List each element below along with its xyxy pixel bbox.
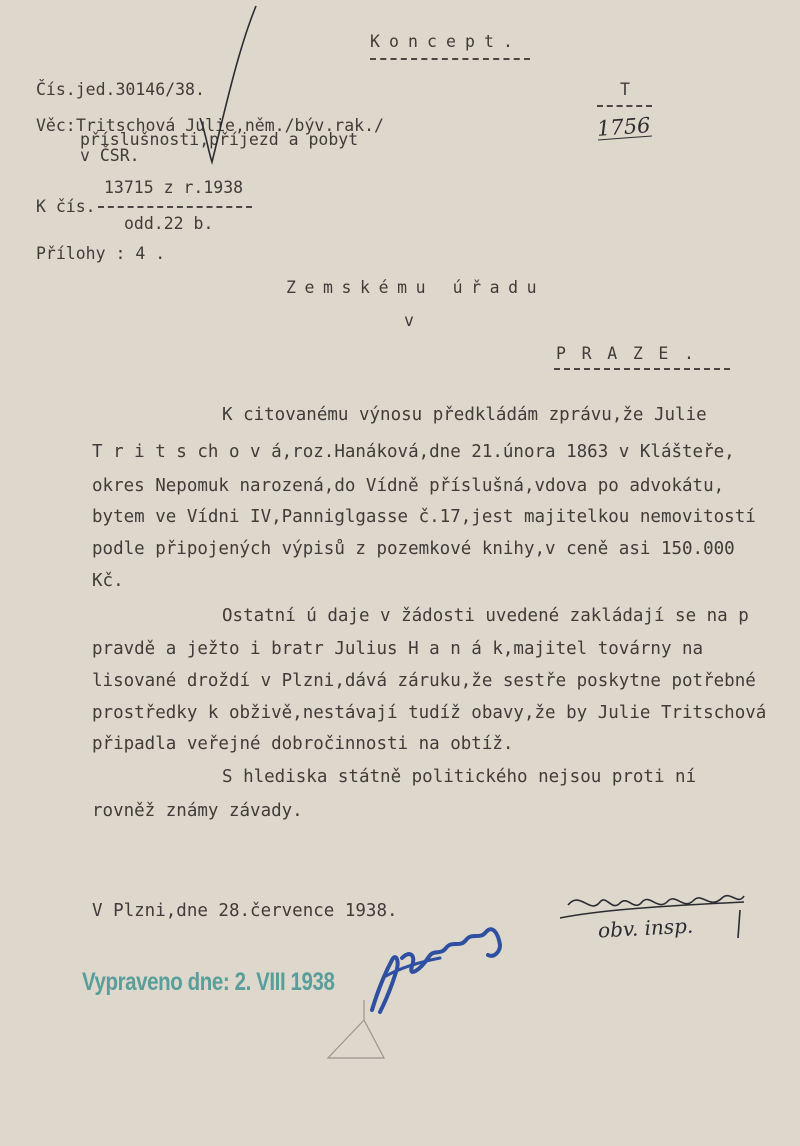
k-cis-top: 13715 z r.1938 bbox=[104, 178, 244, 197]
body-line-9: lisované droždí v Plzni,dává záruku,že sestře poskytne potřebné bbox=[92, 671, 756, 691]
body-line-7: Ostatní ú daje v žádosti uvedené zakládají se na p bbox=[222, 606, 749, 626]
subject-label: Věc: bbox=[36, 116, 76, 135]
number-underline-stroke bbox=[598, 136, 652, 140]
body-line-2: T r i t s ch o v á,roz.Hanáková,dne 21.února 1863 v Klášteře, bbox=[92, 442, 735, 462]
body-line-4: bytem ve Vídni IV,Panniglgasse č.17,jest majitelkou nemovitostí bbox=[92, 507, 756, 527]
body-line-6: Kč. bbox=[92, 571, 124, 591]
k-cis-bottom: odd.22 b. bbox=[124, 214, 214, 233]
body-line-8: pravdě a ježto i bratr Julius H a n á k,majitel továrny na bbox=[92, 639, 704, 659]
attachments: Přílohy : 4 . bbox=[36, 244, 166, 263]
pencil-triangle bbox=[328, 1000, 384, 1058]
addressee-line-2: v bbox=[404, 311, 414, 330]
blue-signature bbox=[372, 929, 500, 1012]
pen-check-stroke bbox=[200, 6, 256, 162]
body-line-1: K citovanému výnosu předkládám zprávu,že Julie bbox=[222, 405, 707, 425]
mark-letter: T bbox=[620, 80, 630, 99]
subject-line-3: v ČSR. bbox=[80, 146, 140, 165]
subject-line-1: Tritschová Julie,něm./býv.rak./ bbox=[76, 116, 384, 135]
addressee-line-1: Zemskému úřadu bbox=[286, 278, 546, 297]
body-line-13: rovněž známy závady. bbox=[92, 801, 303, 821]
body-line-10: prostředky k obživě,nestávají tudíž obavy,že by Julie Tritschová bbox=[92, 703, 767, 723]
place-date: V Plzni,dne 28.července 1938. bbox=[92, 901, 398, 921]
reference-number: Čís.jed.30146/38. bbox=[36, 80, 205, 99]
concept-heading: Koncept. bbox=[370, 32, 523, 51]
k-cis-label: K čís. bbox=[36, 197, 96, 216]
addressee-line-3: PRAZE. bbox=[556, 344, 710, 363]
body-line-11: připadla veřejné dobročinnosti na obtíž. bbox=[92, 734, 514, 754]
body-line-12: S hlediska státně politického nejsou proti ní bbox=[222, 767, 697, 787]
dispatch-stamp: Vypraveno dne: 2. VIII 1938 bbox=[82, 968, 335, 996]
subject-line-2: příslušnosti,příjezd a pobyt bbox=[80, 130, 359, 149]
inspector-title: obv. insp. bbox=[597, 913, 694, 943]
body-line-5: podle připojených výpisů z pozemkové knihy,v ceně asi 150.000 bbox=[92, 539, 735, 559]
handwritten-number: 1756 bbox=[596, 113, 652, 141]
body-line-3: okres Nepomuk narozená,do Vídně příslušná,vdova po advokátu, bbox=[92, 476, 725, 496]
inspector-signature bbox=[560, 896, 744, 938]
